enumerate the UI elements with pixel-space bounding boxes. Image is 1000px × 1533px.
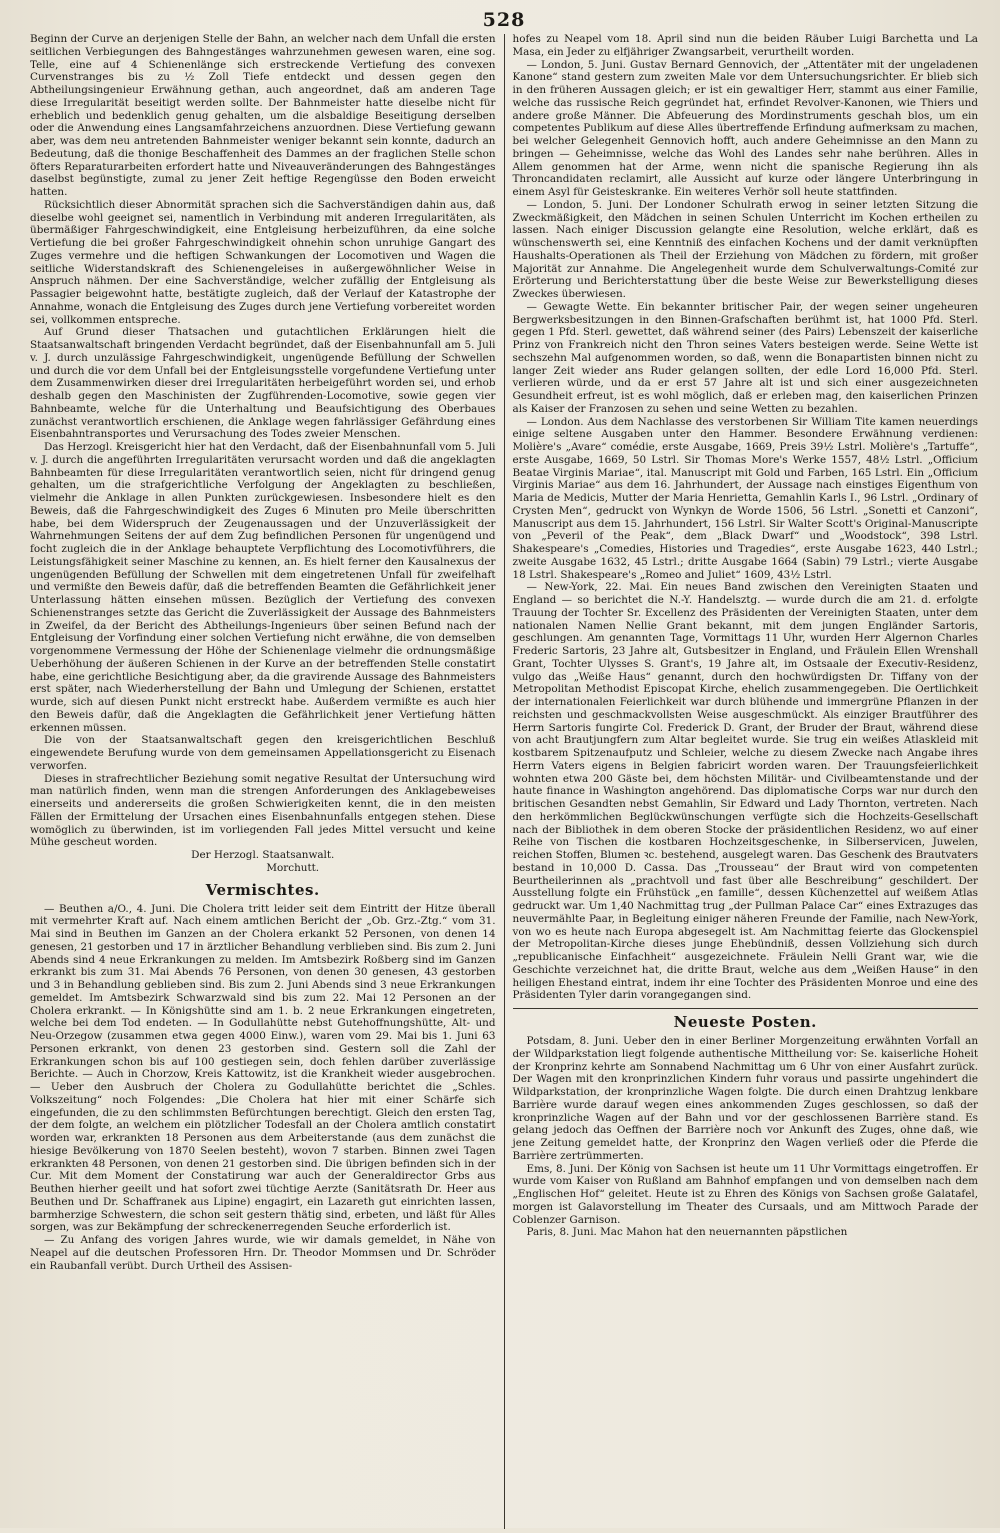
article-paragraph: Beginn der Curve an derjenigen Stelle der Bahn, an welcher nach dem Unfall die ersten seitlichen Verbiegungen des Bahngestänges wahrzunehmen gewesen waren, eine sog. Telle, eine auf 4 Schienenlänge sich erstreckende Vertiefung des convexen Curvenstranges bis zu ½ Zoll Tiefe entdeckt und dessen gegen den Abtheilungsingenieur Erwähnung gethan, auch angeordnet, daß am anderen Tage diese Irregularität beseitigt werden sollte. Der Bahnmeister hatte dieselbe nicht für erheblich und bedenklich genug gehalten, um die alsbaldige Beseitigung derselben oder die Anwendung eines Langsamfahrzeichens anzuordnen. Diese Vertiefung gewann aber, was dem neu antretenden Bahnmeister weniger bekannt sein konnte, dadurch an Bedeutung, daß die thonige Beschaffenheit des Dammes an der fraglichen Stelle schon öfters Reparaturarbeiten erfordert hatte und Niveauveränderungen des Bahngestänges daselbst begünstigte, zumal zu jener Zeit heftige Regengüsse den Boden erweicht hatten. bbox=[30, 33, 496, 198]
article-paragraph: Die von der Staatsanwaltschaft gegen den kreisgerichtlichen Beschluß eingewendete Berufung wurde von dem gemeinsamen Appellationsgericht zu Eisenach verworfen. bbox=[30, 734, 496, 772]
columns bbox=[30, 33, 978, 1533]
signature-name: Morchutt. bbox=[266, 861, 320, 874]
news-item: Paris, 8. Juni. Mac Mahon hat den neuernannten päpstlichen bbox=[526, 1226, 848, 1239]
section-heading-vermischtes: Vermischtes. bbox=[205, 880, 320, 899]
section-heading-neueste-posten: Neueste Posten. bbox=[513, 1008, 979, 1031]
news-item: — Beuthen a/O., 4. Juni. Die Cholera tritt leider seit dem Eintritt der Hitze überall mit vermehrter Kraft auf. Nach einem amtlichen Bericht der „Ob. Grz.-Ztg.“ vom 31. Mai sind in Beuthen im Ganzen an der Cholera erkankt 52 Personen, von denen 14 genesen, 21 gestorben und 17 in ärztlicher Behandlung verblieben sind. Bis zum 2. Juni Abends sind 4 neue Erkrankungen zu melden. Im Amtsbezirk Roßberg sind im Ganzen erkrankt bis zum 31. Mai Abends 76 Personen, von denen 30 genesen, 43 gestorben und 3 in Behandlung geblieben sind. Bis zum 2. Juni Abends sind 3 neue Erkrankungen gemeldet. Im Amtsbezirk Schwarzwald sind bis zum 22. Mai 12 Personen an der Cholera erkrankt. — In Königshütte sind am 1. b. 2 neue Erkrankungen eingetreten, welche bei dem Tod endeten. — In Godullahütte nebst Gutehoffnungshütte, Alt- und Neu-Orzegow (zusammen etwa gegen 4000 Einw.), waren vom 29. Mai bis 1. Juni 63 Personen erkrankt, von denen 23 gestorben sind. Gestern soll die Zahl der Erkrankungen schon bis auf 100 gestiegen sein, doch fehlen darüber zuverlässige Berichte. — Auch in Chorzow, Kreis Kattowitz, ist die Krankheit wieder ausgebrochen. — Ueber den Ausbruch der Cholera zu Godullahütte berichtet die „Schles. Volkszeitung“ noch Folgendes: „Die Cholera hat hier mit einer Schärfe sich eingefunden, die zu den schlimmsten Befürchtungen berechtigt. Gleich den ersten Tag, der dem folgte, an welchem ein plötzlicher Todesfall an der Cholera amtlich constatirt worden war, erkrankten 18 Personen aus dem Arbeiterstande (aus dem zunächst die hiesige Bevölkerung von 1870 Seelen besteht), wovon 7 starben. Binnen zwei Tagen erkrankten 48 Personen, von denen 21 gestorben sind. Die übrigen befinden sich in der Cur. Mit dem Moment der Constatirung war auch der Generaldirector Grbs aus Beuthen hierher geeilt und hat sofort zwei tüchtige Aerzte (Sanitätsrath Dr. Heer aus Beuthen und Dr. Schaffranek aus Lipine) engagirt, ein Lazareth gut einrichten lassen, barmherzige Schwestern, die schon seit gestern thätig sind, erbeten, und läßt für Alles sorgen, was zur Bekämpfung der schreckenerregenden Seuche erforderlich ist. bbox=[30, 902, 496, 1234]
news-item: — Gewagte Wette. Ein bekannter britischer Pair, der wegen seiner ungeheuren Bergwerksbesitzungen in den Binnen-Grafschaften berühmt ist, hat 1000 Pfd. Sterl. gegen 1 Pfd. Sterl. gewettet, daß während seiner (des Pairs) Lebenszeit der kaiserliche Prinz von Frankreich nicht den Thron seines Vaters besteigen werde. Seine Wette ist sechszehn Mal aufgenommen worden, so daß, wenn die Bonapartisten binnen nicht zu langer Zeit wieder ans Ruder gelangen sollten, der edle Lord 16,000 Pfd. Sterl. verlieren würde, und da er erst 57 Jahre alt ist und sich einer ausgezeichneten Gesundheit erfreut, ist es wohl möglich, daß er erleben mag, den kaiserlichen Prinzen als Kaiser der Franzosen zu sehen und seine Wetten zu bezahlen. bbox=[512, 300, 979, 415]
article-paragraph: Das Herzogl. Kreisgericht hier hat den Verdacht, daß der Eisenbahnunfall vom 5. Juli v. J. durch die angeführten Irregularitäten verursacht worden und daß die angeklagten Bahnbeamten für diese Irregularitäten verantwortlich seien, nicht für dringend genug gehalten, um die strafgerichtliche Verfolgung der Angeklagten zu beschließen, vielmehr die Anklage in allen Punkten zurückgewiesen. Insbesondere hielt es den Beweis, daß die Fahrgeschwindigkeit des Zuges 6 Minuten pro Meile überschritten habe, bei dem Widerspruch der Zeugenaussagen und der Unzuverlässigkeit der Wahrnehmungen Seitens der auf dem Zug befindlichen Personen für ungenügend und focht zugleich die in der Anklage behauptete Verpflichtung des Locomotivführers, die Leistungsfähigkeit seiner Maschine zu kennen, an. Es hielt ferner den Kausalnexus der ungenügenden Befüllung der Schwellen mit dem eingetretenen Unfall für zweifelhaft und vermißte den Beweis dafür, daß die betreffenden Beamten die Gefährlichkeit jener Unterlassung hätten einsehen müssen. Bezüglich der Vertiefung des convexen Schienenstranges setzte das Gericht die Zuverlässigkeit der Aussage des Bahnmeisters in Zweifel, da der Bericht des Abtheilungs-Ingenieurs über seinen Befund nach der Entgleisung der Vorfindung einer solchen Vertiefung nicht erwähne, die von demselben vorgenommene Vermessung der Höhe der Schienenlage vielmehr die ordnungsmäßige Ueberhöhung der äußeren Schienen in der Kurve an der betreffenden Stelle constatirt habe, eine gerichtliche Besichtigung aber, da die gravirende Aussage des Bahnmeisters erst später, nach Wiederherstellung der Bahn und Umlegung der Schienen, erstattet wurde, sich auf diesen Punkt nicht erstreckt habe. Außerdem vermißte es auch hier den Beweis dafür, daß die Angeklagten die Gefährlichkeit jener Vertiefung hätten erkennen müssen. bbox=[30, 441, 496, 734]
signature-line: Der Herzogl. Staatsanwalt. bbox=[191, 849, 335, 861]
article-paragraph: Auf Grund dieser Thatsachen und gutachtlichen Erklärungen hielt die Staatsanwaltschaft bringenden Verdacht begründet, daß der Eisenbahnunfall am 5. Juli v. J. durch unzulässige Fahrgeschwindigkeit, ungenügende Befüllung der Schwellen und durch die vor dem Unfall bei der Entgleisungsstelle vorgefundene Vertiefung unter dem Zusammenwirken dieser drei Irregularitäten herbeigeführt worden sei, und erhob deshalb gegen den Maschinisten der Zugführenden-Locomotive, sowie gegen vier Bahnbeamte, welche für die Unterhaltung und Beaufsichtigung des Oberbaues zunächst verantwortlich erschienen, die Anklage wegen fahrlässiger Gefährdung eines Eisenbahntransportes und Verursachung des Todes zweier Menschen. bbox=[30, 326, 496, 441]
news-item: — London, 5. Juni. Der Londoner Schulrath erwog in seiner letzten Sitzung die Zweckmäßigkeit, den Mädchen in seinen Schulen Unterricht im Kochen ertheilen zu lassen. Nach einiger Discussion gelangte eine Resolution, welche erklärt, daß es wünschenswerth sei, eine Kenntniß des einfachen Kochens und der damit verknüpften Haushalts-Operationen als Theil der Erziehung von Mädchen zu fördern, mit großer Majorität zur Annahme. Die Angelegenheit wurde dem Schulverwaltungs-Comité zur Erörterung und Berichterstattung über die beste Weise zur Bewerkstelligung dieses Zweckes überwiesen. bbox=[512, 198, 979, 300]
right-column bbox=[505, 33, 979, 1533]
left-column bbox=[30, 33, 504, 1533]
page-number: 528 bbox=[482, 9, 526, 31]
news-item: — London. Aus dem Nachlasse des verstorbenen Sir William Tite kamen neuerdings einige seltene Ausgaben unter den Hammer. Besondere Erwähnung verdienen: Molière's „Avare“ comédie, erste Ausgabe, 1669, Preis 39½ Lstrl. Molière's „Tartuffe“, erste Ausgabe, 1669, 50 Lstrl. Sir Thomas More's Werke 1557, 48½ Lstrl. „Officium Beatae Virginis Mariae“, ital. Manuscript mit Gold und Farben, 165 Lstrl. Ein „Officium Virginis Mariae“ aus dem 16. Jahrhundert, der Aussage nach einstiges Eigenthum von Maria de Medicis, Mutter der Maria Henrietta, Gemahlin Karls I., 96 Lstrl. „Ordinary of Crysten Men“, gedruckt von Wynkyn de Worde 1506, 56 Lstrl. „Sonetti et Canzoni“, Manuscript aus dem 15. Jahrhundert, 156 Lstrl. Sir Walter Scott's Original-Manuscripte von „Peveril of the Peak“, dem „Black Dwarf“ und „Woodstock“, 398 Lstrl. Shakespeare's „Comedies, Histories und Tragedies“, erste Ausgabe 1623, 440 Lstrl.; zweite Ausgabe 1632, 45 Lstrl.; dritte Ausgabe 1664 (Sabin) 79 Lstrl.; vierte Ausgabe 18 Lstrl. Shakespeare's „Romeo and Juliet“ 1609, 43½ Lstrl. bbox=[512, 415, 979, 581]
article-paragraph: Dieses in strafrechtlicher Beziehung somit negative Resultat der Untersuchung wird man natürlich finden, wenn man die strengen Anforderungen des Anklagebeweises einerseits und andererseits die großen Schwierigkeiten kennt, die in den meisten Fällen der Ermittelung der Ursachen eines Eisenbahnunfalls entgegen stehen. Diese womöglich zu überwinden, ist im vorliegenden Fall jedes Mittel versucht und keine Mühe gescheut worden. bbox=[30, 772, 496, 849]
news-item: — New-York, 22. Mai. Ein neues Band zwischen den Vereinigten Staaten und England — so berichtet die N.-Y. Handelsztg. — wurde durch die am 21. d. erfolgte Trauung der Tochter Sr. Excellenz des Präsidenten der Vereinigten Staaten, unter dem nationalen Namen Nellie Grant bekannt, mit dem jungen Engländer Sartoris, geschlungen. Am genannten Tage, Vormittags 11 Uhr, wurden Herr Algernon Charles Frederic Sartoris, 23 Jahre alt, Gutsbesitzer in England, und Fräulein Ellen Wrenshall Grant, Tochter Ulysses S. Grant's, 19 Jahre alt, im Ostsaale der Executiv-Residenz, vulgo das „Weiße Haus“ genannt, durch den hochwürdigsten Dr. Tiffany von der Metropolitan Methodist Episcopat Kirche, ehelich zusammengegeben. Die Oertlichkeit der internationalen Feierlichkeit war durch blühende und immergrüne Pflanzen in der reichsten und geschmackvollsten Weise ausgeschmückt. Als einziger Brautführer des Herrn Sartoris fungirte Col. Frederick D. Grant, der Bruder der Braut, während diese von acht Brautjungfern zum Altar begleitet wurde. Sie trug ein weißes Atlaskleid mit kostbarem Spitzenaufputz und Schleier, welche zu diesem Zwecke nach Angabe ihres Herrn Vaters eigens in Belgien fabricirt worden waren. Der Trauungsfeierlichkeit wohnten etwa 200 Gäste bei, dem höchsten Militär- und Civilbeamtenstande und der haute finance in Washington angehörend. Das diplomatische Corps war nur durch den britischen Gesandten nebst Gemahlin, Sir Edward und Lady Thornton, vertreten. Nach den herkömmlichen Beglückwünschungen verfügte sich die Hochzeits-Gesellschaft nach der Bibliothek in dem oberen Stocke der präsidentlichen Residenz, wo auf einer Reihe von Tischen die kostbaren Hochzeitsgeschenke, in Silberservicen, Juwelen, reichen Stoffen, Blumen ꝛc. bestehend, ausgelegt waren. Das Geschenk des Brautvaters bestand in 10,000 D. Cassa. Das „Trousseau“ der Braut wird von competenten Beurtheilerinnen als „prachtvoll und fast über alle Beschreibung“ geschildert. Der Ausstellung folgte ein Frühstück „en famille“, dessen Küchenzettel auf weißem Atlas gedruckt war. Um 1,40 Nachmittag trug „der Pullman Palace Car“ eines Extrazuges das neuvermählte Paar, in Begleitung einiger näheren Freunde der Familie, nach New-York, von wo es heute nach Europa abgesegelt ist. Am Nachmittag feierte das Glockenspiel der Metropolitan-Kirche dieses junge Ehebündniß, dessen Vollziehung sich durch „republicanische Einfachheit“ ausgezeichnete. Fräulein Nelli Grant war, wie die Geschichte verzeichnet hat, die dritte Braut, welche aus dem „Weißen Hause“ in den heiligen Ehestand eintrat, indem ihr eine Tochter des Präsidenten Monroe und eine des Präsidenten Tyler darin vorangegangen sind. bbox=[512, 581, 979, 1002]
article-paragraph: hofes zu Neapel vom 18. April sind nun die beiden Räuber Luigi Barchetta und La Masa, ein Jeder zu elfjähriger Zwangsarbeit, verurtheilt worden. bbox=[512, 33, 979, 58]
news-item: Potsdam, 8. Juni. Ueber den in einer Berliner Morgenzeitung erwähnten Vorfall an der Wildparkstation liegt folgende authentische Mittheilung vor: Se. kaiserliche Hoheit der Kronprinz kehrte am Sonnabend Nachmittag um 6 Uhr von einer Ausfahrt zurück. Der Wagen mit den kronprinzlichen Kindern fuhr voraus und passirte ungehindert die Wildparkstation, der kronprinzliche Wagen folgte. Die durch einen Drahtzug lenkbare Barrière wurde darauf wegen eines ankommenden Zuges geschlossen, so daß der kronprinzliche Wagen auf der Bahn und vor der geschlossenen Barrière stand. Es gelang jedoch das Oeffnen der Barrière noch vor Ankunft des Zuges, ohne daß, wie jene Zeitung gemeldet hatte, der Kronprinz den Wagen verließ oder die Pferde die Barrière zertrümmerten. bbox=[512, 1035, 979, 1162]
article-paragraph: Rücksichtlich dieser Abnormität sprachen sich die Sachverständigen dahin aus, daß dieselbe wohl geeignet sei, namentlich in Verbindung mit anderen Irregularitäten, als übermäßiger Fahrgeschwindigkeit, eine Entgleisung herbeizuführen, da eine solche Vertiefung die bei großer Fahrgeschwindigkeit ohnehin schon unruhige Gangart des Zuges vermehre und die heftigen Schwankungen der Locomotiven und Wagen die seitliche Widerstandskraft des Schienengeleises in außergewöhnlicher Weise in Anspruch nähmen. Der eine Sachverständige, welcher zufällig der Entgleisung als Passagier beigewohnt hatte, bestätigte zugleich, daß der Verlauf der Katastrophe der Annahme, wonach die Entgleisung des Zuges durch jene Vertiefung vorbereitet worden sei, vollkommen entspreche. bbox=[30, 198, 496, 326]
news-item: — London, 5. Juni. Gustav Bernard Gennovich, der „Attentäter mit der ungeladenen Kanone“ stand gestern zum zweiten Male vor dem Untersuchungsrichter. Er blieb sich in den früheren Aussagen gleich; er ist ein gewaltiger Herr, stammt aus einer Familie, welche das russische Reich gegründet hat, erfindet Revolver-Kanonen, wie Thiers und andere große Männer. Die Abfeuerung des Mordinstruments geschah blos, um ein competentes Publikum auf diese Alles übertreffende Erfindung aufmerksam zu machen, bei welcher Gelegenheit Gennovich hofft, auch andere Geheimnisse an den Mann zu bringen — Geheimnisse, welche das Wohl des Landes sehr nahe berühren. Alles in Allem genommen hat der Arme, wenn nicht die spanische Regierung ihn als Throncandidaten reclamirt, alle Aussicht auf kurze oder längere Unterbringung in einem Asyl für Geisteskranke. Ein weiteres Verhör soll heute stattfinden. bbox=[512, 58, 979, 198]
news-item: — Zu Anfang des vorigen Jahres wurde, wie wir damals gemeldet, in Nähe von Neapel auf die deutschen Professoren Hrn. Dr. Theodor Mommsen und Dr. Schröder ein Raubanfall verübt. Durch Urtheil des Assisen- bbox=[30, 1234, 496, 1272]
news-item: Ems, 8. Juni. Der König von Sachsen ist heute um 11 Uhr Vormittags eingetroffen. Er wurde vom Kaiser von Rußland am Bahnhof empfangen und von demselben nach dem „Englischen Hof“ geleitet. Heute ist zu Ehren des Königs von Sachsen große Galatafel, morgen ist Galavorstellung im Theater des Cursaals, und am Mittwoch Parade der Coblenzer Garnison. bbox=[512, 1162, 979, 1226]
